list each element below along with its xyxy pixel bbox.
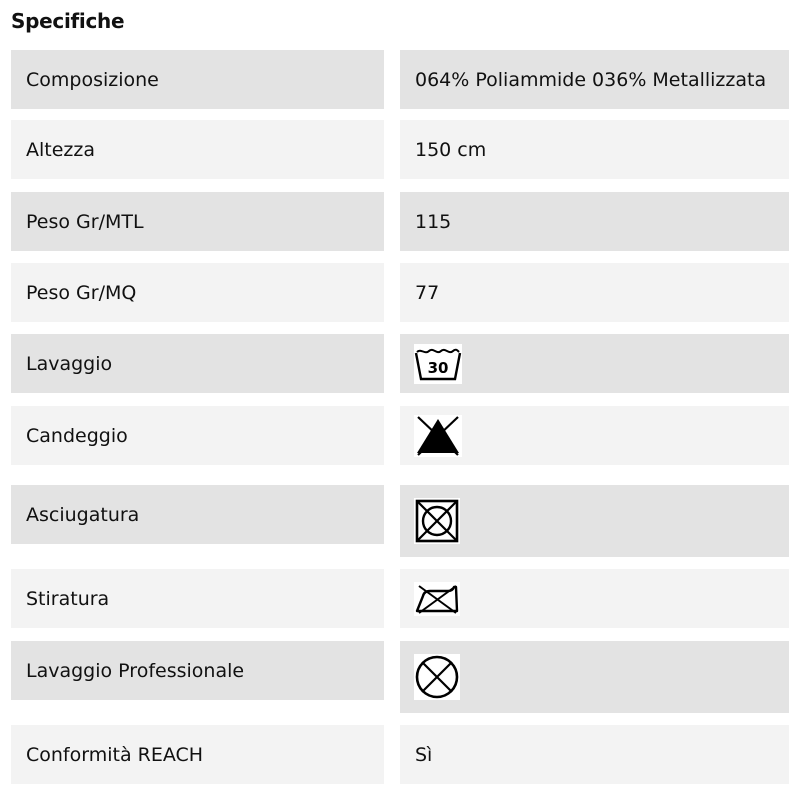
spec-label-altezza: Altezza <box>11 120 384 179</box>
svg-text:30: 30 <box>427 358 449 377</box>
no-tumble-dry-icon <box>414 498 460 544</box>
no-dry-clean-icon <box>414 654 460 700</box>
spec-label-lavaggio: Lavaggio <box>11 334 384 393</box>
wash-30-icon <box>414 344 462 384</box>
spec-value-peso-mtl: 115 <box>400 192 789 251</box>
no-iron-icon <box>414 582 460 616</box>
spec-value-peso-mq: 77 <box>400 263 789 322</box>
no-bleach-icon <box>414 415 462 457</box>
spec-label-reach: Conformità REACH <box>11 725 384 784</box>
spec-label-peso-mq: Peso Gr/MQ <box>11 263 384 322</box>
spec-label-stiratura: Stiratura <box>11 569 384 628</box>
spec-label-asciugatura: Asciugatura <box>11 485 384 544</box>
spec-value-reach: Sì <box>400 725 789 784</box>
spec-label-candeggio: Candeggio <box>11 406 384 465</box>
spec-value-lavaggio-professionale <box>400 641 789 713</box>
spec-value-candeggio <box>400 406 789 465</box>
spec-label-lavaggio-professionale: Lavaggio Professionale <box>11 641 384 700</box>
spec-label-peso-mtl: Peso Gr/MTL <box>11 192 384 251</box>
spec-label-composizione: Composizione <box>11 50 384 109</box>
spec-value-lavaggio <box>400 334 789 393</box>
spec-value-altezza: 150 cm <box>400 120 789 179</box>
spec-value-stiratura <box>400 569 789 628</box>
spec-value-asciugatura <box>400 485 789 557</box>
spec-value-composizione: 064% Poliammide 036% Metallizzata <box>400 50 789 109</box>
section-title: Specifiche <box>11 9 125 33</box>
